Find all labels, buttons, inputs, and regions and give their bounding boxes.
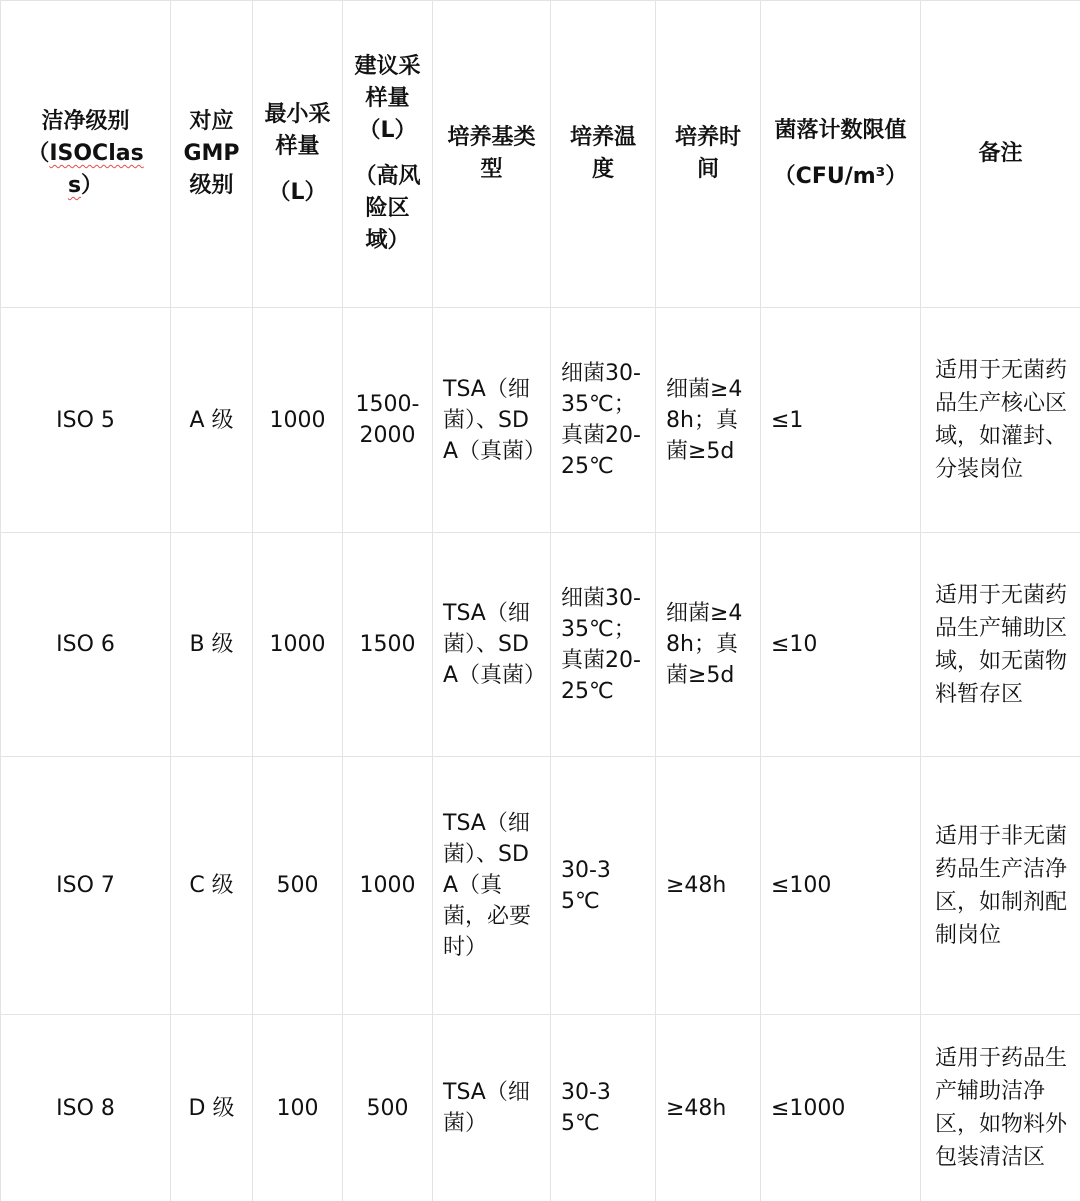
- cell-iso-class: ISO 5: [1, 308, 171, 533]
- cell-limit: ≤10: [761, 533, 921, 757]
- cell-media: TSA（细菌）、SDA（真菌）: [433, 533, 551, 757]
- cell-iso-class: ISO 6: [1, 533, 171, 757]
- header-suggested-volume: 建议采样量（L） （高风险区域）: [343, 1, 433, 308]
- cell-note: 适用于非无菌药品生产洁净区，如制剂配制岗位: [921, 757, 1080, 1015]
- cell-temperature: 30-35℃: [551, 757, 656, 1015]
- cell-gmp-grade: B 级: [171, 533, 253, 757]
- table-row: [1, 308, 1080, 533]
- cell-limit: ≤100: [761, 757, 921, 1015]
- header-colony-limit: 菌落计数限值 （CFU/m³）: [761, 1, 921, 308]
- table-row: [1, 533, 1080, 757]
- cell-time: ≥48h: [656, 757, 761, 1015]
- header-time: 培养时间: [656, 1, 761, 308]
- table-row: [1, 1015, 1080, 1201]
- cell-time: ≥48h: [656, 1015, 761, 1201]
- cell-min-volume: 1000: [253, 308, 343, 533]
- cell-iso-class: ISO 7: [1, 757, 171, 1015]
- header-media-type: 培养基类型: [433, 1, 551, 308]
- cell-temperature: 细菌30-35℃；真菌20-25℃: [551, 533, 656, 757]
- cell-min-volume: 1000: [253, 533, 343, 757]
- cell-gmp-grade: C 级: [171, 757, 253, 1015]
- cell-media: TSA（细菌）: [433, 1015, 551, 1201]
- cell-suggested-volume: 1500: [343, 533, 433, 757]
- cell-limit: ≤1000: [761, 1015, 921, 1201]
- cell-media: TSA（细菌）、SDA（真菌，必要时）: [433, 757, 551, 1015]
- cell-min-volume: 500: [253, 757, 343, 1015]
- table-row: [1, 757, 1080, 1015]
- header-clean-class-title: 洁净级别: [41, 109, 130, 134]
- spellcheck-underlined-word: ISOClass: [49, 141, 144, 198]
- cell-time: 细菌≥48h；真菌≥5d: [656, 533, 761, 757]
- cell-gmp-grade: D 级: [171, 1015, 253, 1201]
- cell-note: 适用于药品生产辅助洁净区，如物料外包装清洁区: [921, 1015, 1080, 1201]
- cell-media: TSA（细菌）、SDA（真菌）: [433, 308, 551, 533]
- cell-suggested-volume: 500: [343, 1015, 433, 1201]
- cell-limit: ≤1: [761, 308, 921, 533]
- table-header-row: [1, 1, 1080, 308]
- header-min-volume: 最小采样量 （L）: [253, 1, 343, 308]
- header-clean-class: [1, 1, 171, 308]
- cell-temperature: 细菌30-35℃；真菌20-25℃: [551, 308, 656, 533]
- header-clean-class-subtitle: （ISOClass）: [27, 141, 144, 198]
- cell-iso-class: ISO 8: [1, 1015, 171, 1201]
- cell-suggested-volume: 1500-2000: [343, 308, 433, 533]
- cell-temperature: 30-35℃: [551, 1015, 656, 1201]
- cell-suggested-volume: 1000: [343, 757, 433, 1015]
- header-note: 备注: [921, 1, 1080, 308]
- cell-time: 细菌≥48h；真菌≥5d: [656, 308, 761, 533]
- cell-min-volume: 100: [253, 1015, 343, 1201]
- cell-note: 适用于无菌药品生产核心区域，如灌封、分装岗位: [921, 308, 1080, 533]
- header-gmp-grade: 对应GMP级别: [171, 1, 253, 308]
- header-temperature: 培养温度: [551, 1, 656, 308]
- cell-note: 适用于无菌药品生产辅助区域，如无菌物料暂存区: [921, 533, 1080, 757]
- cell-gmp-grade: A 级: [171, 308, 253, 533]
